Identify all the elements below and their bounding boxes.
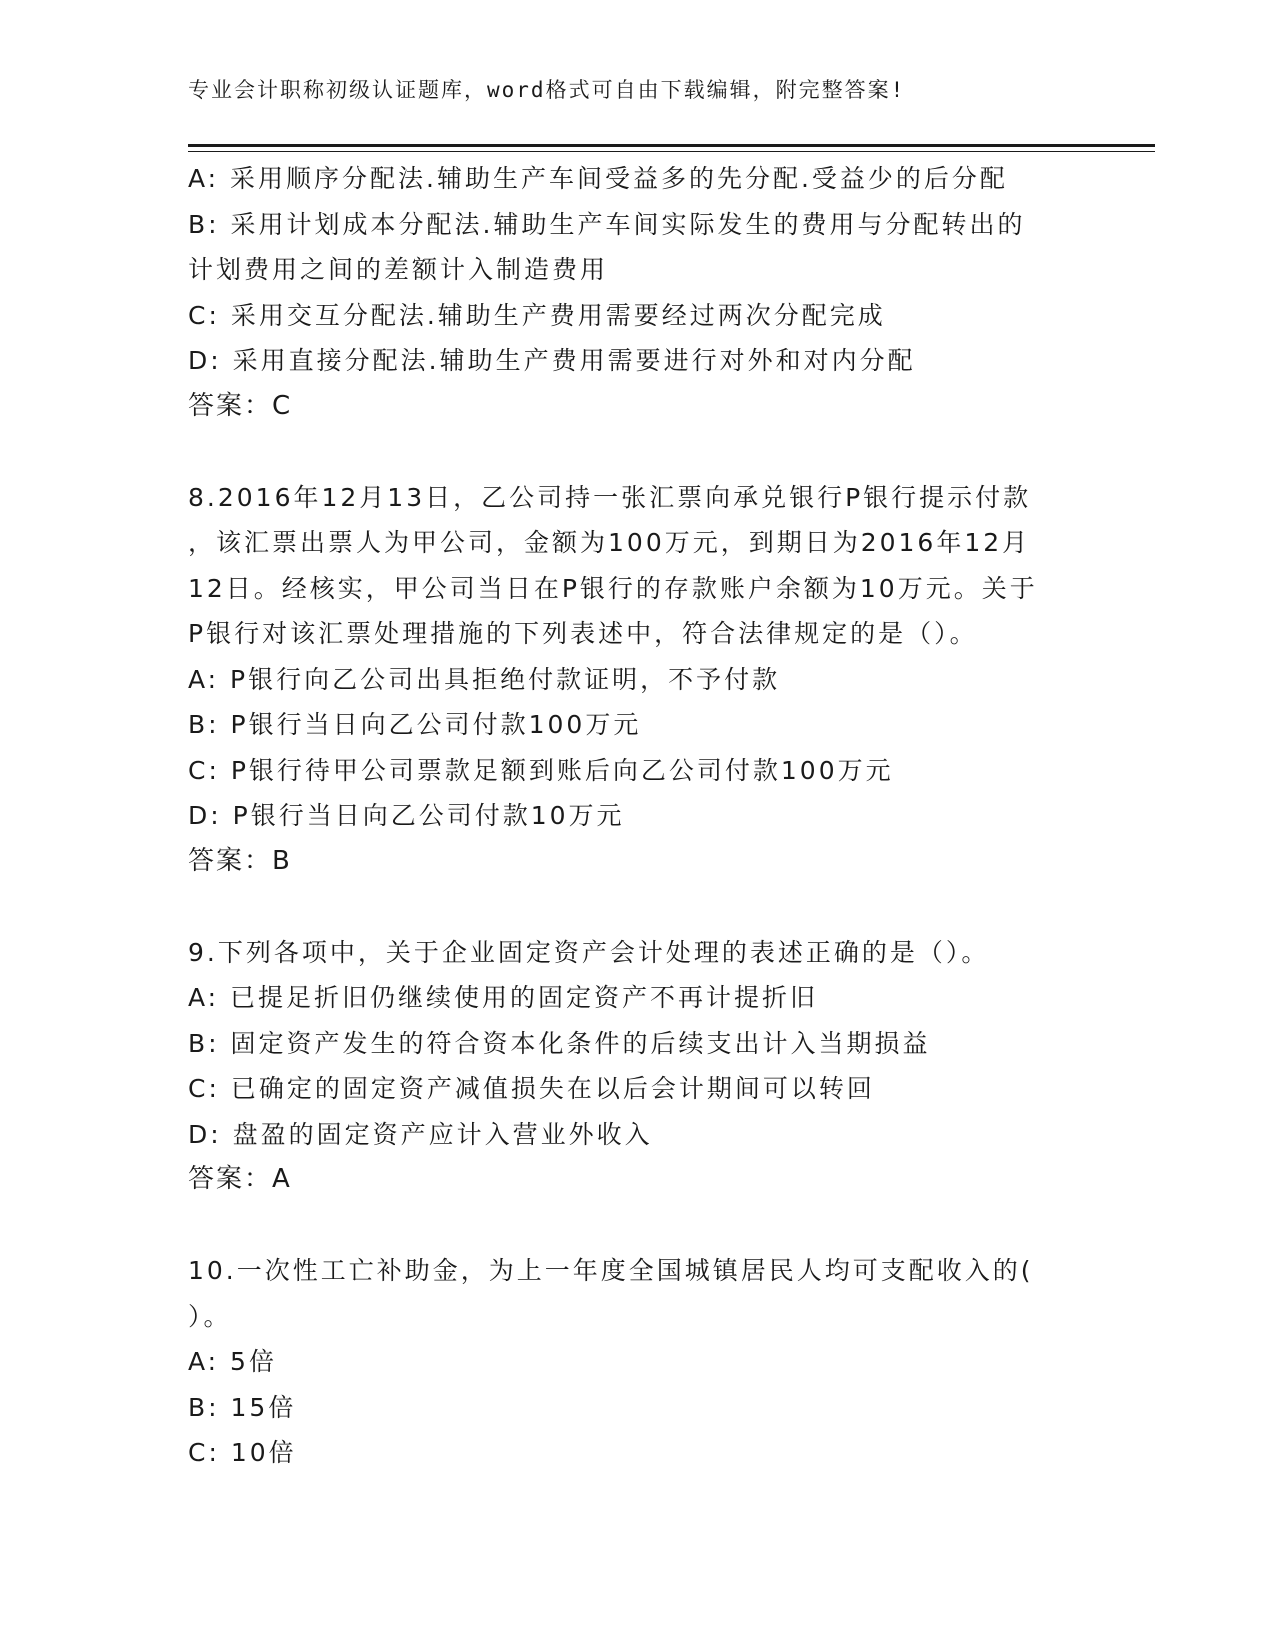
option-a: A: 已提足折旧仍继续使用的固定资产不再计提折旧 xyxy=(188,983,819,1012)
option-c: C: 已确定的固定资产减值损失在以后会计期间可以转回 xyxy=(188,1074,875,1103)
option-b: B: 固定资产发生的符合资本化条件的后续支出计入当期损益 xyxy=(188,1028,931,1058)
option-a: A: 采用顺序分配法.辅助生产车间受益多的先分配.受益少的后分配 xyxy=(188,164,1008,193)
option-d: D: 采用直接分配法.辅助生产费用需要进行对外和对内分配 xyxy=(188,346,916,375)
option-d: D: 盘盈的固定资产应计入营业外收入 xyxy=(188,1119,653,1149)
answer: 答案：B xyxy=(188,845,292,876)
page-header: 专业会计职称初级认证题库，word格式可自由下载编辑，附完整答案! xyxy=(188,78,906,102)
option-b: B: 15倍 xyxy=(188,1392,297,1422)
header-rule-thick xyxy=(188,144,1155,147)
question-9 xyxy=(188,930,1088,1203)
option-c: C: P银行待甲公司票款足额到账后向乙公司付款100万元 xyxy=(188,755,894,785)
option-b: B: 采用计划成本分配法.辅助生产车间实际发生的费用与分配转出的 xyxy=(188,209,1026,239)
option-d: D: P银行当日向乙公司付款10万元 xyxy=(188,801,625,830)
spacer xyxy=(188,884,1088,930)
question-10 xyxy=(188,1248,1088,1476)
question-stem: ，该汇票出票人为甲公司，金额为100万元，到期日为2016年12月 xyxy=(188,528,1031,557)
question-stem: 10.一次性工亡补助金，为上一年度全国城镇居民人均可支配收入的( xyxy=(188,1256,1034,1285)
option-a: A: 5倍 xyxy=(188,1347,277,1376)
question-7 xyxy=(188,156,1088,429)
option-c: C: 采用交互分配法.辅助生产费用需要经过两次分配完成 xyxy=(188,300,886,330)
question-stem: P银行对该汇票处理措施的下列表述中，符合法律规定的是（）。 xyxy=(188,619,978,648)
spacer xyxy=(188,1203,1088,1249)
question-stem: 8.2016年12月13日，乙公司持一张汇票向承兑银行P银行提示付款 xyxy=(188,482,1032,512)
question-stem: ）。 xyxy=(188,1301,232,1331)
option-b: B: P银行当日向乙公司付款100万元 xyxy=(188,710,642,739)
option-b-continued: 计划费用之间的差额计入制造费用 xyxy=(188,255,609,284)
question-content xyxy=(188,156,1088,1476)
question-stem: 12日。经核实，甲公司当日在P银行的存款账户余额为10万元。关于 xyxy=(188,573,1038,603)
question-8 xyxy=(188,475,1088,885)
header-rule-thin xyxy=(188,151,1155,152)
answer: 答案：A xyxy=(188,1164,292,1194)
option-c: C: 10倍 xyxy=(188,1438,297,1467)
question-stem: 9.下列各项中，关于企业固定资产会计处理的表述正确的是（）。 xyxy=(188,937,990,967)
option-a: A: P银行向乙公司出具拒绝付款证明，不予付款 xyxy=(188,664,781,694)
answer: 答案：C xyxy=(188,390,293,421)
spacer xyxy=(188,429,1088,475)
